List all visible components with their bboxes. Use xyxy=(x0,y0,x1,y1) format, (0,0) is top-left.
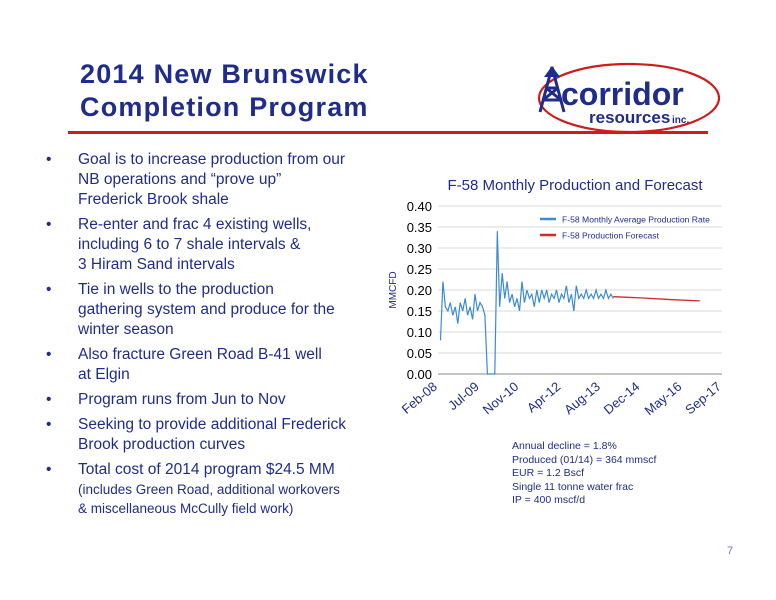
note-line: Single 11 tonne water frac xyxy=(512,480,634,493)
x-tick-label: Feb-08 xyxy=(398,378,440,417)
bullet-line: Also fracture Green Road B-41 well xyxy=(78,346,322,363)
note-line: IP = 400 mscf/d xyxy=(512,494,586,506)
bullet-line: Tie in wells to the production xyxy=(78,281,274,298)
corridor-resources-logo xyxy=(525,60,720,135)
y-tick-label: 0.30 xyxy=(406,241,432,256)
slide-title-line-1: 2014 New Brunswick xyxy=(80,59,369,89)
bullet-marker: • xyxy=(46,281,52,298)
bullet-line: Re-enter and frac 4 existing wells, xyxy=(78,216,312,233)
bullet-line: Frederick Brook shale xyxy=(78,191,229,208)
legend-label: F-58 Production Forecast xyxy=(562,230,659,241)
legend-label: F-58 Monthly Average Production Rate xyxy=(562,214,710,225)
bullet-list xyxy=(42,150,397,523)
bullet-line: at Elgin xyxy=(78,366,130,383)
bullet-item xyxy=(42,150,397,210)
bullet-subline: & miscellaneous McCully field work) xyxy=(78,501,294,516)
bullet-line: winter season xyxy=(78,321,174,338)
y-tick-label: 0.15 xyxy=(406,304,432,319)
slide-title xyxy=(80,58,369,124)
y-tick-label: 0.20 xyxy=(406,283,432,298)
bullet-subline: (includes Green Road, additional workovers xyxy=(78,482,340,497)
y-tick-label: 0.10 xyxy=(406,325,432,340)
y-axis-label: MMCFD xyxy=(388,271,399,309)
x-tick-label: Dec-14 xyxy=(600,378,643,418)
bullet-marker: • xyxy=(46,151,52,168)
bullet-item xyxy=(42,415,397,455)
x-tick-label: Apr-12 xyxy=(523,378,564,416)
bullet-line: Brook production curves xyxy=(78,436,246,453)
x-tick-label: Aug-13 xyxy=(561,378,603,418)
well-notes xyxy=(512,440,656,508)
note-line: Produced (01/14) = 364 mmscf xyxy=(512,453,657,466)
bullet-item xyxy=(42,280,397,340)
bullet-marker: • xyxy=(46,461,52,478)
x-tick-label: Jul-09 xyxy=(445,378,482,414)
bullet-item xyxy=(42,390,397,410)
bullet-line: NB operations and “prove up” xyxy=(78,171,282,188)
x-tick-label: Nov-10 xyxy=(479,378,522,418)
note-line: EUR = 1.2 Bscf xyxy=(512,467,585,479)
series-line-2 xyxy=(613,297,700,301)
y-tick-label: 0.40 xyxy=(406,199,432,214)
bullet-line: Goal is to increase production from our xyxy=(78,151,346,168)
page-number: 7 xyxy=(727,545,734,557)
y-tick-label: 0.35 xyxy=(406,220,432,235)
title-divider xyxy=(68,131,708,134)
y-tick-label: 0.00 xyxy=(406,367,432,382)
x-tick-label: May-16 xyxy=(641,378,685,419)
bullet-marker: • xyxy=(46,216,52,233)
bullet-line: Program runs from Jun to Nov xyxy=(78,391,286,408)
bullet-line: gathering system and produce for the xyxy=(78,301,335,318)
bullet-marker: • xyxy=(46,391,52,408)
y-tick-label: 0.25 xyxy=(406,262,432,277)
logo-word-resources: resources xyxy=(589,108,671,127)
bullet-item xyxy=(42,215,397,275)
logo-graphic xyxy=(525,60,720,135)
logo-word-corridor: corridor xyxy=(561,76,684,112)
bullet-line: 3 Hiram Sand intervals xyxy=(78,256,235,273)
bullet-item xyxy=(42,345,397,385)
note-line: Annual decline = 1.8% xyxy=(512,440,617,452)
logo-word-inc: inc. xyxy=(672,115,690,126)
slide-title-line-2: Completion Program xyxy=(80,92,369,122)
bullet-line: Total cost of 2014 program $24.5 MM xyxy=(78,461,335,478)
bullet-line: Seeking to provide additional Frederick xyxy=(78,416,346,433)
bullet-line: including 6 to 7 shale intervals & xyxy=(78,236,301,253)
x-tick-label: Sep-17 xyxy=(682,378,724,418)
chart-title: F-58 Monthly Production and Forecast xyxy=(447,177,703,194)
bullet-marker: • xyxy=(46,346,52,363)
production-chart xyxy=(380,168,750,438)
bullet-item xyxy=(42,460,397,518)
y-tick-label: 0.05 xyxy=(406,346,432,361)
bullet-marker: • xyxy=(46,416,52,433)
